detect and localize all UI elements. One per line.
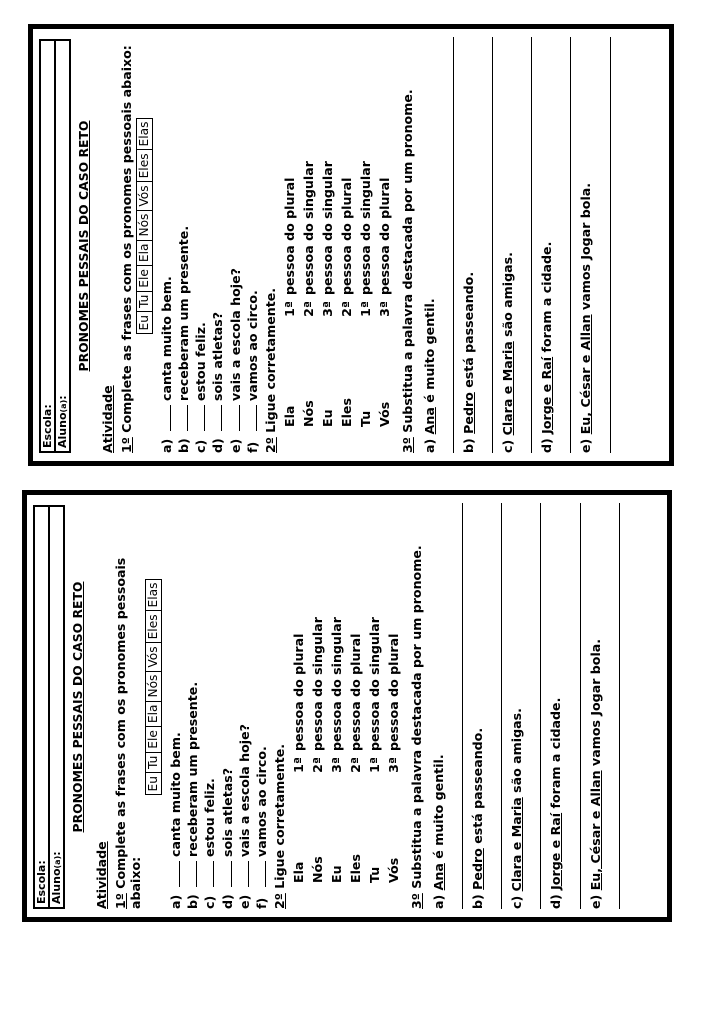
school-field[interactable]: Escola: [33, 505, 49, 909]
blank-item-f: f) vamos ao circo. [253, 746, 269, 909]
question-1: 1º Complete as frases com os pronomes pessoais abaixo: [118, 45, 134, 453]
pronoun-cell: Ela [136, 241, 153, 267]
match-person[interactable]: 2ªpessoa do singular [300, 161, 316, 317]
worksheet-content [33, 29, 669, 461]
match-person[interactable]: 3ªpessoa do plural [385, 633, 401, 773]
pronoun-cell: Nós [145, 672, 162, 702]
page-title: PRONOMES PESSAIS DO CASO RETO [70, 581, 85, 833]
question-1: 1º Complete as frases com os pronomes pessoais abaixo: [112, 557, 144, 909]
sub-item-a: a) Ana é muito gentil. [421, 298, 437, 453]
matching-exercise [280, 39, 394, 427]
answer-line[interactable] [521, 37, 532, 453]
activity-heading: Atividade [99, 385, 115, 453]
answer-line[interactable] [491, 503, 502, 909]
match-person[interactable]: 2ªpessoa do singular [309, 617, 325, 773]
answer-blank[interactable] [230, 405, 240, 431]
blank-item-c: c) estou feliz. [202, 778, 218, 909]
answer-line[interactable] [560, 37, 571, 453]
blank-item-c: c) estou feliz. [193, 322, 209, 453]
pronoun-box [145, 505, 162, 869]
pronoun-cell: Vós [136, 182, 153, 210]
match-pronoun[interactable]: Ela [290, 861, 306, 883]
student-field[interactable]: Aluno(a): [49, 505, 65, 909]
pronoun-cell: Tu [145, 753, 162, 773]
answer-blank[interactable] [222, 861, 232, 887]
pronoun-cell: Tu [136, 292, 153, 312]
blank-item-b: b) receberam um presente. [185, 681, 201, 909]
blank-item-d: d) sois atletas? [219, 767, 235, 909]
answer-blank[interactable] [161, 405, 171, 431]
match-pronoun[interactable]: Tu [357, 410, 373, 427]
answer-line[interactable] [609, 503, 620, 909]
match-person[interactable]: 1ªpessoa do singular [357, 161, 373, 317]
match-person[interactable]: 1ªpessoa do plural [281, 177, 297, 317]
match-pronoun[interactable]: Eu [319, 409, 335, 427]
answer-blank[interactable] [170, 861, 180, 887]
sub-item-d: d) Jorge e Raí foram a cidade. [548, 697, 564, 909]
sub-item-e: e) Eu, César e Allan vamos Jogar bola. [587, 638, 603, 909]
sub-item-d: d) Jorge e Raí foram a cidade. [539, 241, 555, 453]
worksheet-copy-2 [28, 24, 674, 466]
pronoun-cell: Elas [136, 118, 153, 151]
pronoun-cell: Ele [136, 266, 153, 292]
match-person[interactable]: 3ªpessoa do plural [376, 177, 392, 317]
pronoun-cell: Elas [145, 579, 162, 612]
pronoun-cell: Nós [136, 211, 153, 241]
match-person[interactable]: 3ªpessoa do singular [319, 161, 335, 317]
match-person[interactable]: 1ªpessoa do plural [290, 633, 306, 773]
blank-item-e: e) vais a escola hoje? [227, 268, 243, 453]
school-field[interactable]: Escola: [39, 39, 55, 453]
match-pronoun[interactable]: Eles [347, 854, 363, 883]
match-person[interactable]: 1ªpessoa do singular [366, 617, 382, 773]
match-pronoun[interactable]: Vós [385, 857, 401, 883]
pronoun-cell: Eu [136, 312, 153, 334]
match-pronoun[interactable]: Ela [281, 405, 297, 427]
answer-line[interactable] [570, 503, 581, 909]
matching-exercise [289, 505, 403, 883]
answer-blank[interactable] [212, 405, 222, 431]
sub-item-c: c) Clara e Maria são amigas. [500, 252, 516, 453]
answer-blank[interactable] [195, 405, 205, 431]
sub-item-b: b) Pedro está passeando. [470, 727, 486, 909]
question-2: 2º Ligue corretamente. [262, 287, 278, 453]
sub-item-b: b) Pedro está passeando. [461, 271, 477, 453]
sub-item-a: a) Ana é muito gentil. [431, 754, 447, 909]
pronoun-cell: Vós [145, 643, 162, 671]
blank-item-f: f) vamos ao circo. [244, 290, 260, 453]
match-pronoun[interactable]: Nós [309, 856, 325, 883]
answer-line[interactable] [443, 37, 454, 453]
sub-item-e: e) Eu, César e Allan vamos Jogar bola. [578, 182, 594, 453]
match-pronoun[interactable]: Tu [366, 866, 382, 883]
pronoun-cell: Eles [136, 150, 153, 182]
question-3: 3º Substitua a palavra destacada por um pronome. [408, 545, 424, 909]
answer-blank[interactable] [187, 861, 197, 887]
match-pronoun[interactable]: Nós [300, 400, 316, 427]
match-person[interactable]: 2ªpessoa do plural [338, 177, 354, 317]
blank-item-d: d) sois atletas? [210, 311, 226, 453]
pronoun-cell: Ela [145, 702, 162, 728]
blank-item-b: b) receberam um presente. [176, 225, 192, 453]
activity-heading: Atividade [93, 841, 109, 909]
answer-blank[interactable] [239, 861, 249, 887]
sub-item-c: c) Clara e Maria são amigas. [509, 708, 525, 909]
match-person[interactable]: 2ªpessoa do plural [347, 633, 363, 773]
match-person[interactable]: 3ªpessoa do singular [328, 617, 344, 773]
blank-item-e: e) vais a escola hoje? [236, 724, 252, 909]
pronoun-cell: Ele [145, 727, 162, 753]
answer-line[interactable] [482, 37, 493, 453]
match-pronoun[interactable]: Vós [376, 401, 392, 427]
blank-item-a: a) canta muito bem. [159, 276, 175, 453]
student-field[interactable]: Aluno(a): [55, 39, 71, 453]
answer-blank[interactable] [256, 861, 266, 887]
answer-line[interactable] [600, 37, 611, 453]
pronoun-cell: Eu [145, 773, 162, 795]
answer-line[interactable] [530, 503, 541, 909]
answer-line[interactable] [452, 503, 463, 909]
match-pronoun[interactable]: Eles [338, 398, 354, 427]
blank-item-a: a) canta muito bem. [168, 732, 184, 909]
worksheet-copy-1 [22, 490, 672, 922]
match-pronoun[interactable]: Eu [328, 865, 344, 883]
pronoun-cell: Eles [145, 611, 162, 643]
answer-blank[interactable] [247, 405, 257, 431]
worksheet-content [27, 495, 667, 917]
question-3: 3º Substitua a palavra destacada por um pronome. [399, 89, 415, 453]
page-title: PRONOMES PESSAIS DO CASO RETO [76, 120, 91, 372]
answer-blank[interactable] [204, 861, 214, 887]
answer-blank[interactable] [178, 405, 188, 431]
pronoun-box [136, 39, 153, 413]
question-2: 2º Ligue corretamente. [271, 743, 287, 909]
